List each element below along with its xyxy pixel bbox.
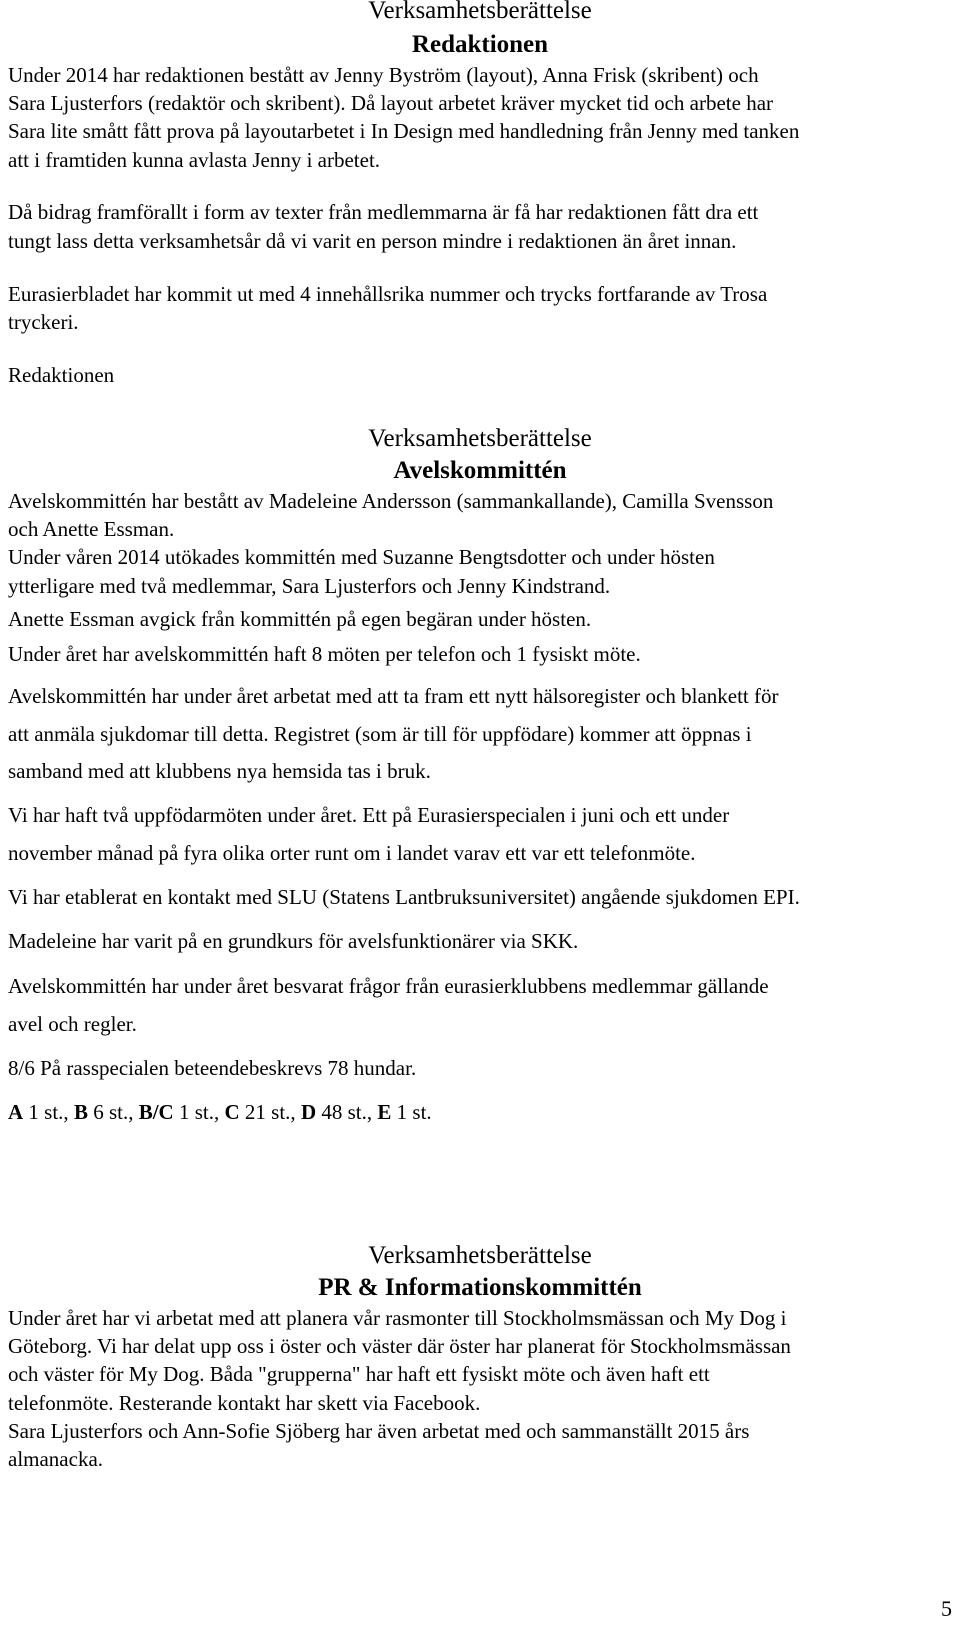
paragraph-line: 8/6 På rasspecialen beteendebeskrevs 78 hundar. xyxy=(8,1056,417,1080)
grades-line xyxy=(8,1099,432,1125)
paragraph-line: att i framtiden kunna avlasta Jenny i arbetet. xyxy=(8,148,381,172)
paragraph-line: Avelskommittén har bestått av Madeleine Andersson (sammankallande), Camilla Svensson xyxy=(8,489,774,513)
section-title-redaktionen: Verksamhetsberättelse xyxy=(368,0,592,24)
grade-label: A xyxy=(8,1100,24,1124)
grade-label: C xyxy=(224,1100,240,1124)
paragraph-line: Under året har avelskommittén haft 8 möten per telefon och 1 fysiskt möte. xyxy=(8,642,641,666)
paragraph-line: Göteborg. Vi har delat upp oss i öster och väster där öster har planerat för Stockholmsmässan xyxy=(8,1334,791,1358)
grade-count: 21 st., xyxy=(239,1100,301,1124)
paragraph-line: att anmäla sjukdomar till detta. Registret (som är till för uppfödare) kommer att öppnas i xyxy=(8,722,752,746)
section-subtitle-avelskommitten: Avelskommittén xyxy=(393,457,567,484)
paragraph-line: november månad på fyra olika orter runt om i landet varav ett var ett telefonmöte. xyxy=(8,841,696,865)
grade-count: 48 st., xyxy=(316,1100,378,1124)
paragraph-line: Eurasierbladet har kommit ut med 4 innehållsrika nummer och trycks fortfarande av Trosa xyxy=(8,282,768,306)
section-subtitle-redaktionen: Redaktionen xyxy=(411,31,549,58)
paragraph-line: och Anette Essman. xyxy=(8,517,175,541)
paragraph-line: telefonmöte. Resterande kontakt har skett via Facebook. xyxy=(8,1391,481,1415)
paragraph-line: tungt lass detta verksamhetsår då vi varit en person mindre i redaktionen än året innan. xyxy=(8,229,737,253)
paragraph-line: Sara Ljusterfors (redaktör och skribent). Då layout arbetet kräver mycket tid och arbete har xyxy=(8,91,774,115)
paragraph-line: almanacka. xyxy=(8,1447,104,1471)
paragraph-line: samband med att klubbens nya hemsida tas i bruk. xyxy=(8,759,431,783)
grade-count: 1 st., xyxy=(173,1100,225,1124)
paragraph-line: och väster för My Dog. Båda "grupperna" har haft ett fysiskt möte och även haft ett xyxy=(8,1362,710,1386)
paragraph-line: tryckeri. xyxy=(8,310,79,334)
paragraph-line: Avelskommittén har under året arbetat med att ta fram ett nytt hälsoregister och blankett för xyxy=(8,684,779,708)
grade-label: D xyxy=(300,1100,317,1124)
section-title-avelskommitten: Verksamhetsberättelse xyxy=(368,425,592,452)
paragraph-line: Anette Essman avgick från kommittén på egen begäran under hösten. xyxy=(8,607,592,631)
paragraph-line: Under våren 2014 utökades kommittén med Suzanne Bengtsdotter och under hösten xyxy=(8,545,715,569)
page-number: 5 xyxy=(941,1596,952,1621)
grade-count: 1 st. xyxy=(391,1100,432,1124)
paragraph-line: Under året har vi arbetat med att planera vår rasmonter till Stockholmsmässan och My Dog i xyxy=(8,1306,787,1330)
paragraph-line: Sara Ljusterfors och Ann-Sofie Sjöberg har även arbetat med och sammanställt 2015 års xyxy=(8,1419,750,1443)
grade-label: B xyxy=(73,1100,88,1124)
section-title-pr-info: Verksamhetsberättelse xyxy=(368,1242,592,1269)
paragraph-line: Under 2014 har redaktionen bestått av Jenny Byström (layout), Anna Frisk (skribent) och xyxy=(8,63,759,87)
paragraph-line: Madeleine har varit på en grundkurs för avelsfunktionärer via SKK. xyxy=(8,929,579,953)
paragraph-line: Vi har haft två uppfödarmöten under året. Ett på Eurasierspecialen i juni och ett under xyxy=(8,803,730,827)
paragraph-line: Avelskommittén har under året besvarat frågor från eurasierklubbens medlemmar gällande xyxy=(8,974,769,998)
paragraph-line: Vi har etablerat en kontakt med SLU (Statens Lantbruksuniversitet) angående sjukdomen EPI. xyxy=(8,885,800,909)
paragraph-line: Sara lite smått fått prova på layoutarbetet i In Design med handledning från Jenny med tanken xyxy=(8,119,800,143)
section-subtitle-pr-info: PR & Informationskommittén xyxy=(318,1274,642,1301)
grade-label: B/C xyxy=(138,1100,174,1124)
paragraph-line: ytterligare med två medlemmar, Sara Ljusterfors och Jenny Kindstrand. xyxy=(8,574,611,598)
paragraph-line: Då bidrag framförallt i form av texter från medlemmarna är få har redaktionen fått dra ett xyxy=(8,200,759,224)
grade-count: 6 st., xyxy=(87,1100,139,1124)
paragraph-line: avel och regler. xyxy=(8,1012,137,1036)
grade-count: 1 st., xyxy=(23,1100,74,1124)
signature-line: Redaktionen xyxy=(8,363,115,387)
grade-label: E xyxy=(377,1100,392,1124)
